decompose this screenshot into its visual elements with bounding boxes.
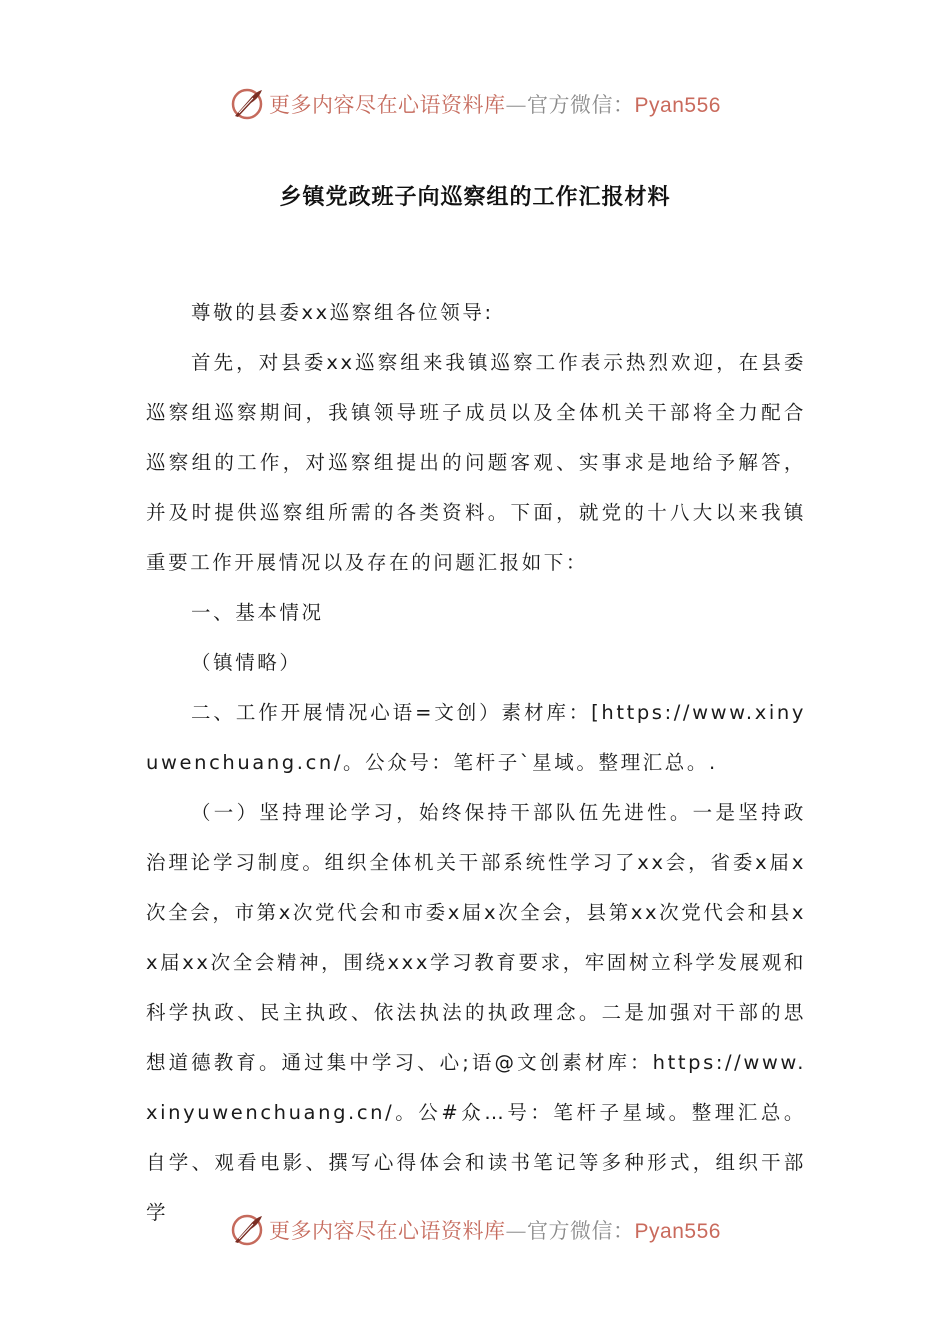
banner-main-text: 更多内容尽在心语资料库	[269, 93, 506, 117]
banner-dash: —	[505, 93, 528, 117]
quill-logo-icon	[229, 1212, 265, 1248]
banner-wechat-id: Pyan556	[634, 94, 721, 117]
work-paragraph-1: （一）坚持理论学习，始终保持干部队伍先进性。一是坚持政治理论学习制度。组织全体机关干部系统性学习了xx会，省委x届x次全会，市第x次党代会和市委x届x次全会，县第xx次党代会和县xx届xx次全会精神，围绕xxx学习教育要求，牢固树立科学发展观和科学执政、民主执政、依法执法的执政理念。二是加强对干部的思想道德教育。通过集中学习、心;语@文创素材库：https://www.xinyuwenchuang.cn/。公#众…号：笔杆子星域。整理汇总。自学、观看电影、撰写心得体会和读书笔记等多种形式，组织干部学	[146, 801, 806, 1224]
section-heading-basic: 一、基本情况	[191, 601, 324, 624]
salutation-paragraph: 尊敬的县委xx巡察组各位领导:	[191, 301, 494, 324]
header-banner	[0, 84, 950, 124]
banner-wechat-id: Pyan556	[634, 1220, 721, 1243]
banner-text	[269, 1215, 721, 1245]
banner-dash: —	[505, 1219, 528, 1243]
section-note: （镇情略）	[191, 651, 302, 674]
document-title: 乡镇党政班子向巡察组的工作汇报材料	[279, 185, 671, 210]
section-heading-work: 二、工作开展情况心语=文创）素材库：[https://www.xinyuwenchuang.cn/。公众号：笔杆子`星域。整理汇总。.	[146, 701, 806, 774]
banner-wechat-label: 官方微信：	[527, 93, 635, 117]
banner-wechat-label: 官方微信：	[527, 1219, 635, 1243]
banner-text	[269, 89, 721, 119]
quill-logo-icon	[229, 86, 265, 122]
intro-paragraph: 首先，对县委xx巡察组来我镇巡察工作表示热烈欢迎，在县委巡察组巡察期间，我镇领导班子成员以及全体机关干部将全力配合巡察组的工作，对巡察组提出的问题客观、实事求是地给予解答，并及时提供巡察组所需的各类资料。下面，就党的十八大以来我镇重要工作开展情况以及存在的问题汇报如下：	[146, 351, 806, 574]
footer-banner	[0, 1210, 950, 1250]
document-body	[146, 288, 806, 1238]
banner-main-text: 更多内容尽在心语资料库	[269, 1219, 506, 1243]
